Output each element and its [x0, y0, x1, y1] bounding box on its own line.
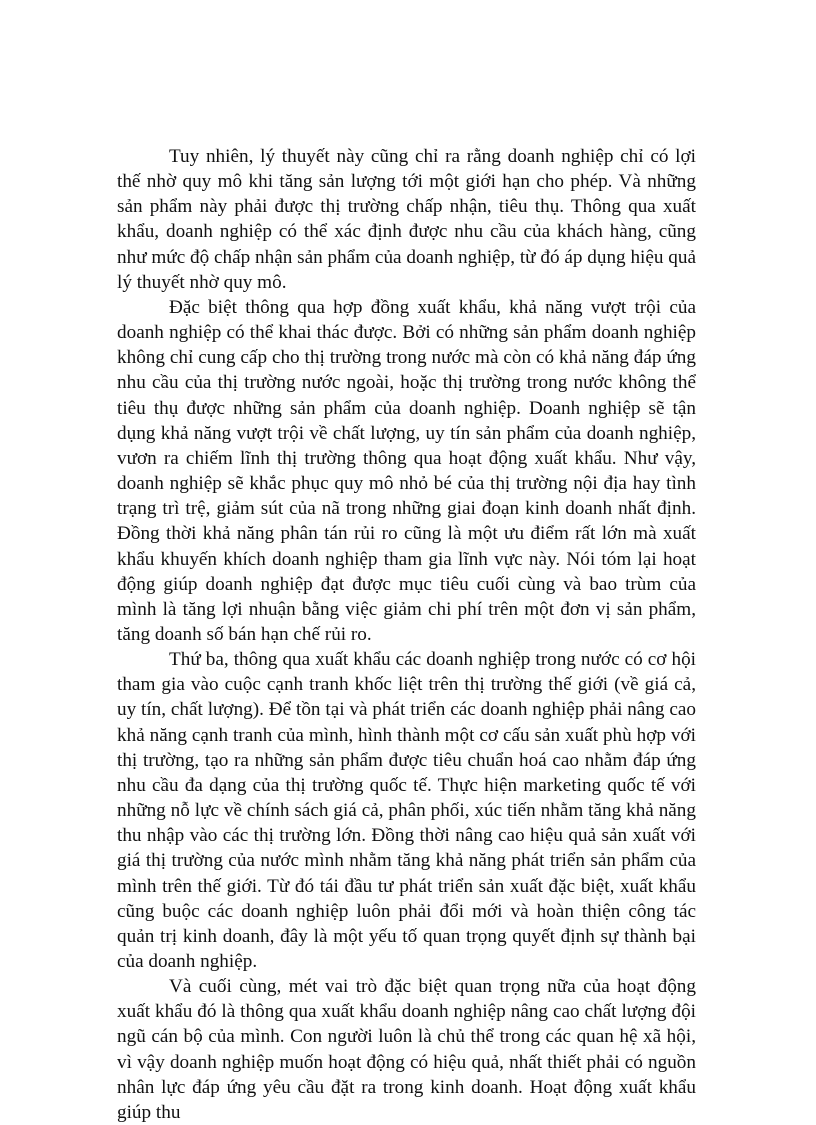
body-text	[117, 144, 696, 1125]
paragraph-international-competition: Thứ ba, thông qua xuất khẩu các doanh nghiệp trong nước có cơ hội tham gia vào cuộc cạnh tranh khốc liệt trên thị trường thế giới (về giá cả, uy tín, chất lượng). Để tồn tại và phát triển các doanh nghiệp phải nâng cao khả năng cạnh tranh của mình, hình thành một cơ cấu sản xuất phù hợp với thị trường, tạo ra những sản phẩm được tiêu chuẩn hoá cao nhằm đáp ứng nhu cầu đa dạng của thị trường quốc tế. Thực hiện marketing quốc tế với những nỗ lực về chính sách giá cả, phân phối, xúc tiến nhằm tăng khả năng thu nhập vào các thị trường lớn. Đồng thời nâng cao hiệu quả sản xuất với giá thị trường của nước mình nhằm tăng khả năng phát triển sản phẩm của mình trên thế giới. Từ đó tái đầu tư phát triển sản xuất đặc biệt, xuất khẩu cũng buộc các doanh nghiệp luôn phải đổi mới và hoàn thiện công tác quản trị kinh doanh, đây là một yếu tố quan trọng quyết định sự thành bại của doanh nghiệp.	[117, 649, 696, 972]
paragraph-staff-quality: Và cuối cùng, mét vai trò đặc biệt quan trọng nữa của hoạt động xuất khẩu đó là thông qua xuất khẩu doanh nghiệp nâng cao chất lượng đội ngũ cán bộ của mình. Con người luôn là chủ thể trong các quan hệ xã hội, vì vậy doanh nghiệp muốn hoạt động có hiệu quả, nhất thiết phải có nguồn nhân lực đáp ứng yêu cầu đặt ra trong kinh doanh. Hoạt động xuất khẩu giúp thu	[117, 976, 696, 1123]
paragraph-economies-of-scale: Tuy nhiên, lý thuyết này cũng chỉ ra rằng doanh nghiệp chỉ có lợi thế nhờ quy mô khi tăng sản lượng tới một giới hạn cho phép. Và những sản phẩm này phải được thị trường chấp nhận, tiêu thụ. Thông qua xuất khẩu, doanh nghiệp có thể xác định được nhu cầu của khách hàng, cũng như mức độ chấp nhận sản phẩm của doanh nghiệp, từ đó áp dụng hiệu quả lý thuyết nhờ quy mô.	[117, 146, 696, 293]
paragraph-export-contracts: Đặc biệt thông qua hợp đồng xuất khẩu, khả năng vượt trội của doanh nghiệp có thể khai thác được. Bởi có những sản phẩm doanh nghiệp không chỉ cung cấp cho thị trường trong nước mà còn có khả năng đáp ứng nhu cầu của thị trường nước ngoài, hoặc thị trường trong nước không thể tiêu thụ được những sản phẩm của doanh nghiệp. Doanh nghiệp sẽ tận dụng khả năng vượt trội về chất lượng, uy tín sản phẩm của doanh nghiệp, vươn ra chiếm lĩnh thị trường thông qua hoạt động xuất khẩu. Như vậy, doanh nghiệp sẽ khắc phục quy mô nhỏ bé của thị trường nội địa hay tình trạng trì trệ, giảm sút của nã trong những giai đoạn kinh doanh nhất định. Đồng thời khả năng phân tán rủi ro cũng là một ưu điểm rất lớn mà xuất khẩu khuyến khích doanh nghiệp tham gia lĩnh vực này. Nói tóm lại hoạt động giúp doanh nghiệp đạt được mục tiêu cuối cùng và bao trùm của mình là tăng lợi nhuận bằng việc giảm chi phí trên một đơn vị sản phẩm, tăng doanh số bán hạn chế rủi ro.	[117, 296, 696, 645]
